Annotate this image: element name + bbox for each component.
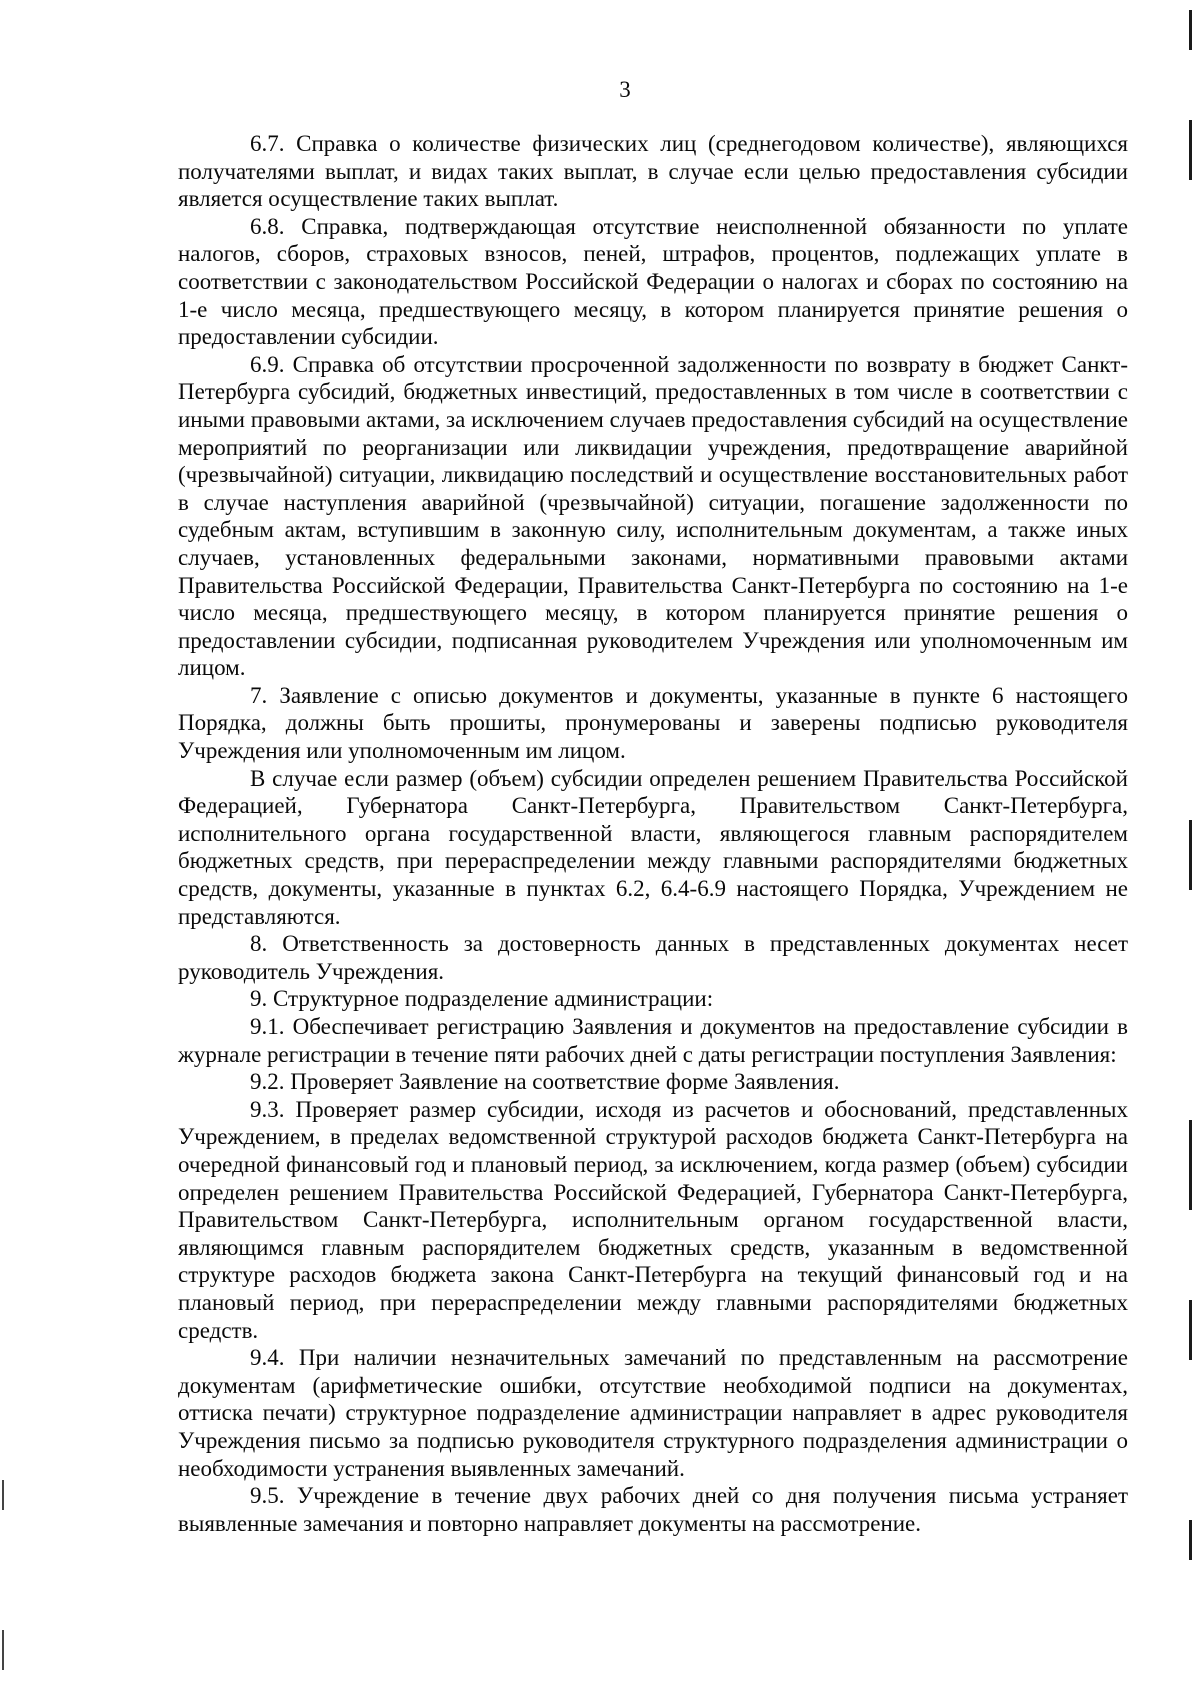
paragraph-7-exception: В случае если размер (объем) субсидии определен решением Правительства Российской Федерацией, Губернатора Санкт-Петербурга, Правительством Санкт-Петербурга, исполнительного органа государственной власти, являющегося главным распорядителем бюджетных средств, при перераспределении между главными распорядителями бюджетных средств, документы, указанные в пунктах 6.2, 6.4-6.9 настоящего Порядка, Учреждением не представляются. [178,765,1128,929]
paragraph-6-8: 6.8. Справка, подтверждающая отсутствие неисполненной обязанности по уплате налогов, сборов, страховых взносов, пеней, штрафов, процентов, подлежащих уплате в соответствии с законодательством Российской Федерации о налогах и сборах по состоянию на 1-е число месяца, предшествующего месяцу, в котором планируется принятие решения о предоставлении субсидии. [178,213,1128,350]
paragraph-6-9: 6.9. Справка об отсутствии просроченной задолженности по возврату в бюджет Санкт-Петербурга субсидий, бюджетных инвестиций, предоставленных в том числе в соответствии с иными правовыми актами, за исключением случаев предоставления субсидий на осуществление мероприятий по реорганизации или ликвидации учреждения, предотвращение аварийной (чрезвычайной) ситуации, ликвидацию последствий и осуществление восстановительных работ в случае наступления аварийной (чрезвычайной) ситуации, погашение задолженности по судебным актам, вступившим в законную силу, исполнительным документам, а также иных случаев, установленных федеральными законами, нормативными правовыми актами Правительства Российской Федерации, Правительства Санкт-Петербурга по состоянию на 1-е число месяца, предшествующего месяцу, в котором планируется принятие решения о предоставлении субсидии, подписанная руководителем Учреждения или уполномоченным им лицом. [178,351,1128,681]
paragraph-6-7: 6.7. Справка о количестве физических лиц (среднегодовом количестве), являющихся получателями выплат, и видах таких выплат, в случае если целью предоставления субсидии является осуществление таких выплат. [178,131,1128,212]
paragraph-9-2: 9.2. Проверяет Заявление на соответствие форме Заявления. [250,1069,840,1095]
scan-edge-mark [2,1480,4,1510]
paragraph-9-1: 9.1. Обеспечивает регистрацию Заявления и документов на предоставление субсидии в журнале регистрации в течение пяти рабочих дней с даты регистрации поступления Заявления: [178,1014,1128,1067]
page-number: 3 [619,77,631,102]
scan-edge-mark [1189,1120,1192,1210]
paragraph-7: 7. Заявление с описью документов и документы, указанные в пункте 6 настоящего Порядка, должны быть прошиты, пронумерованы и заверены подписью руководителя Учреждения или уполномоченным им лицом. [178,682,1128,764]
scan-edge-mark [1189,120,1192,180]
scan-edge-mark [1189,1300,1192,1360]
scan-edge-mark [1189,1520,1192,1560]
scan-edge-mark [2,1630,4,1670]
document-body [178,130,1128,1537]
paragraph-9-5: 9.5. Учреждение в течение двух рабочих дней со дня получения письма устраняет выявленные замечания и повторно направляет документы на рассмотрение. [178,1483,1128,1536]
scan-edge-mark [1189,10,1192,50]
paragraph-9-3: 9.3. Проверяет размер субсидии, исходя из расчетов и обоснований, представленных Учреждением, в пределах ведомственной структурой расходов бюджета Санкт-Петербурга на очередной финансовый год и плановый период, за исключением, когда размер (объем) субсидии определен решением Правительства Российской Федерацией, Губернатора Санкт-Петербурга, Правительством Санкт-Петербурга, исполнительным органом государственной власти, являющимся главным распорядителем бюджетных средств, указанным в ведомственной структуре расходов бюджета закона Санкт-Петербурга на текущий финансовый год и на плановый период, при перераспределении между главными распорядителями бюджетных средств. [178,1096,1128,1343]
paragraph-9-4: 9.4. При наличии незначительных замечаний по представленным на рассмотрение документам (арифметические ошибки, отсутствие необходимой подписи на документах, оттиска печати) структурное подразделение администрации направляет в адрес руководителя Учреждения письмо за подписью руководителя структурного подразделения администрации о необходимости устранения выявленных замечаний. [178,1345,1128,1481]
paragraph-8: 8. Ответственность за достоверность данных в представленных документах несет руководитель Учреждения. [178,931,1128,984]
scan-edge-mark [1189,820,1192,890]
paragraph-9: 9. Структурное подразделение администрации: [250,986,714,1012]
